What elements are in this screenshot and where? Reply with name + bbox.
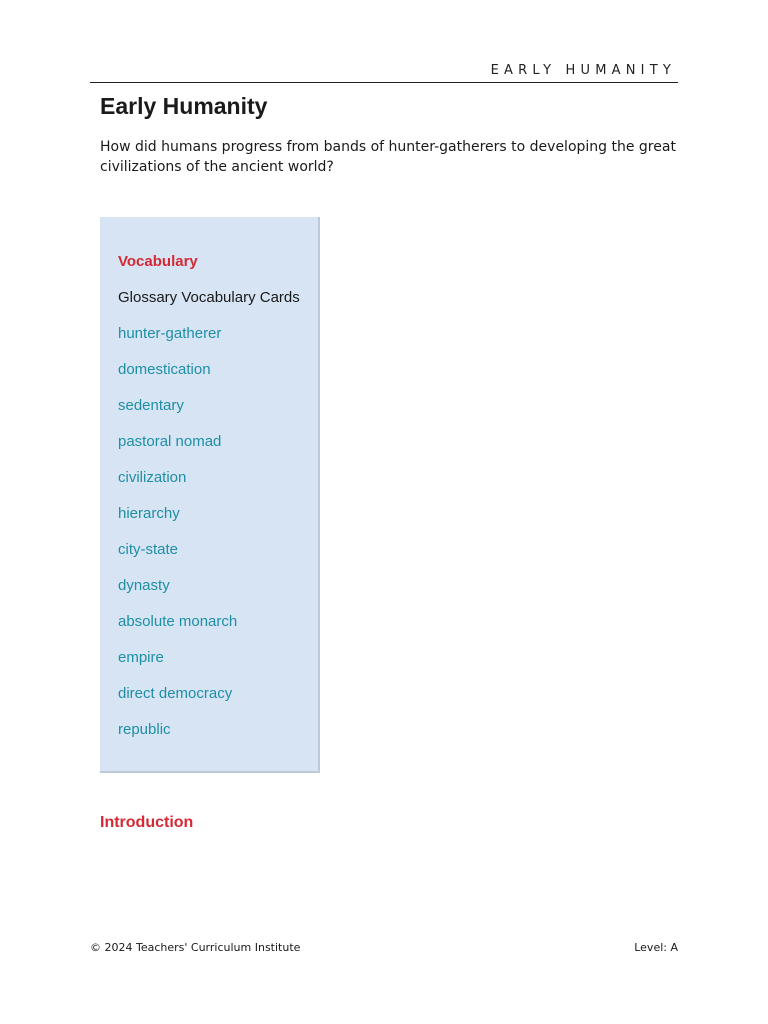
vocab-link-pastoral-nomad[interactable]: pastoral nomad xyxy=(118,433,222,450)
vocab-link-civilization[interactable]: civilization xyxy=(118,469,187,486)
list-item xyxy=(118,541,237,577)
vocab-link-empire[interactable]: empire xyxy=(118,649,164,666)
vocab-link-city-state[interactable]: city-state xyxy=(118,541,179,558)
page-title: Early Humanity xyxy=(100,93,268,119)
vocabulary-box xyxy=(100,217,320,773)
list-item xyxy=(118,361,237,397)
vocab-link-sedentary[interactable]: sedentary xyxy=(118,397,184,414)
vocabulary-term-list xyxy=(118,325,237,757)
vocab-link-republic[interactable]: republic xyxy=(118,721,171,738)
list-item xyxy=(118,613,237,649)
list-item xyxy=(118,325,237,361)
footer-copyright: © 2024 Teachers' Curriculum Institute xyxy=(90,941,301,954)
list-item xyxy=(118,397,237,433)
list-item xyxy=(118,577,237,613)
list-item xyxy=(118,469,237,505)
list-item xyxy=(118,685,237,721)
list-item xyxy=(118,505,237,541)
list-item xyxy=(118,433,237,469)
glossary-vocabulary-cards-label: Glossary Vocabulary Cards xyxy=(118,289,300,306)
list-item xyxy=(118,721,237,757)
running-header-title: EARLY HUMANITY xyxy=(490,63,676,78)
essential-question: How did humans progress from bands of hunter-gatherers to developing the great civilizations of the ancient world? xyxy=(100,139,676,175)
footer-level: Level: A xyxy=(634,941,678,954)
vocabulary-heading: Vocabulary xyxy=(118,253,198,270)
vocab-link-absolute-monarch[interactable]: absolute monarch xyxy=(118,613,238,630)
running-header xyxy=(90,62,678,83)
list-item xyxy=(118,649,237,685)
vocab-link-domestication[interactable]: domestication xyxy=(118,361,211,378)
vocab-link-hunter-gatherer[interactable]: hunter-gatherer xyxy=(118,325,222,342)
vocab-link-direct-democracy[interactable]: direct democracy xyxy=(118,685,233,702)
vocab-link-dynasty[interactable]: dynasty xyxy=(118,577,170,594)
introduction-heading: Introduction xyxy=(100,814,194,831)
vocab-link-hierarchy[interactable]: hierarchy xyxy=(118,505,180,522)
